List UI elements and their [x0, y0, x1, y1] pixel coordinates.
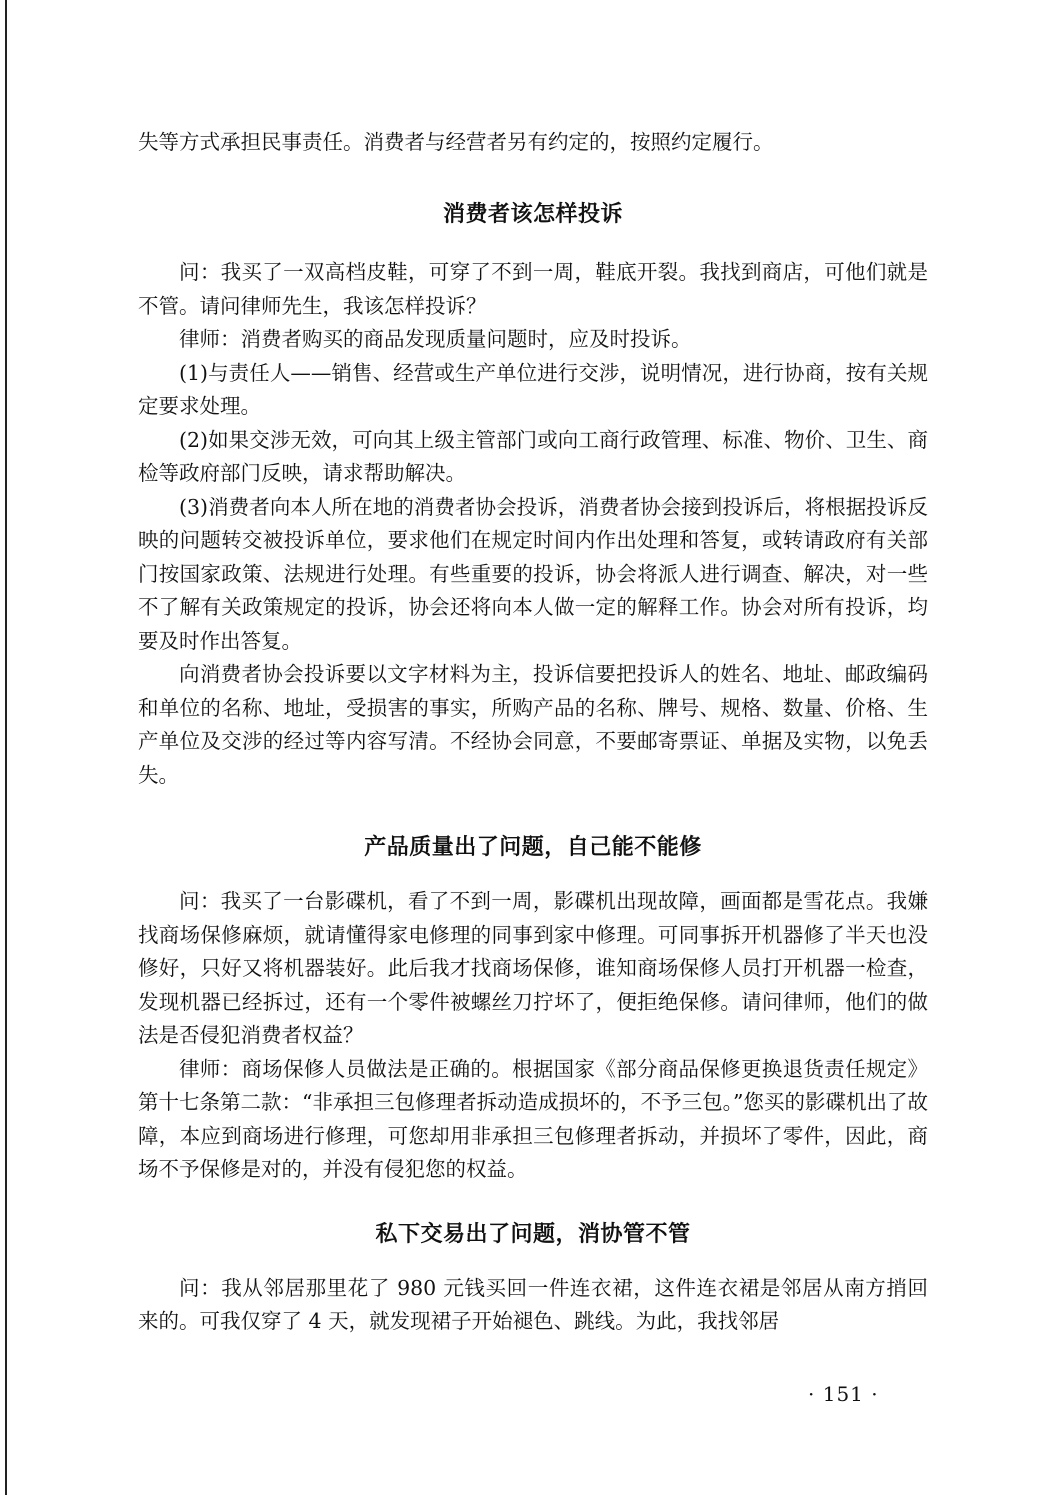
- paragraph: 问：我买了一双高档皮鞋，可穿了不到一周，鞋底开裂。我找到商店，可他们就是不管。请问律师先生，我该怎样投诉？: [138, 260, 928, 318]
- page-edge-line: [5, 0, 7, 1495]
- section-heading-complaint: 消费者该怎样投诉: [442, 202, 623, 227]
- paragraph: 律师：商场保修人员做法是正确的。根据国家《部分商品保修更换退货责任规定》第十七条第二款：“非承担三包修理者拆动造成损坏的，不予三包。”您买的影碟机出了故障，本应到商场进行修理，可您却用非承担三包修理者拆动，并损坏了零件，因此，商场不予保修是对的，并没有侵犯您的权益。: [138, 1056, 928, 1181]
- section-heading-private-trade: 私下交易出了问题，消协管不管: [375, 1221, 691, 1247]
- page-number: · 151 ·: [808, 1382, 879, 1406]
- paragraph: 问：我从邻居那里花了 980 元钱买回一件连衣裙，这件连衣裙是邻居从南方捎回来的。可我仅穿了 4 天，就发现裙子开始褪色、跳线。为此，我找邻居: [138, 1275, 928, 1333]
- page-content: [138, 122, 928, 1339]
- paragraph: 律师：消费者购买的商品发现质量问题时，应及时投诉。: [179, 327, 692, 351]
- paragraph: (2)如果交涉无效，可向其上级主管部门或向工商行政管理、标准、物价、卫生、商检等政府部门反映，请求帮助解决。: [138, 427, 928, 485]
- paragraph: 向消费者协会投诉要以文字材料为主，投诉信要把投诉人的姓名、地址、邮政编码和单位的名称、地址，受损害的事实，所购产品的名称、牌号、规格、数量、价格、生产单位及交涉的经过等内容写清。不经协会同意，不要邮寄票证、单据及实物，以免丢失。: [138, 662, 928, 787]
- section-heading-self-repair: 产品质量出了问题，自己能不能修: [364, 835, 702, 860]
- paragraph: (1)与责任人——销售、经营或生产单位进行交涉，说明情况，进行协商，按有关规定要求处理。: [138, 360, 928, 418]
- continued-text-line: 失等方式承担民事责任。消费者与经营者另有约定的，按照约定履行。: [138, 130, 774, 154]
- paragraph: (3)消费者向本人所在地的消费者协会投诉，消费者协会接到投诉后，将根据投诉反映的问题转交被投诉单位，要求他们在规定时间内作出处理和答复，或转请政府有关部门按国家政策、法规进行处理。有些重要的投诉，协会将派人进行调查、解决，对一些不了解有关政策规定的投诉，协会还将向本人做一定的解释工作。协会对所有投诉，均要及时作出答复。: [138, 494, 928, 653]
- paragraph: 问：我买了一台影碟机，看了不到一周，影碟机出现故障，画面都是雪花点。我嫌找商场保修麻烦，就请懂得家电修理的同事到家中修理。可同事拆开机器修了半天也没修好，只好又将机器装好。此后我才找商场保修，谁知商场保修人员打开机器一检查，发现机器已经拆过，还有一个零件被螺丝刀拧坏了，便拒绝保修。请问律师，他们的做法是否侵犯消费者权益？: [138, 889, 928, 1047]
